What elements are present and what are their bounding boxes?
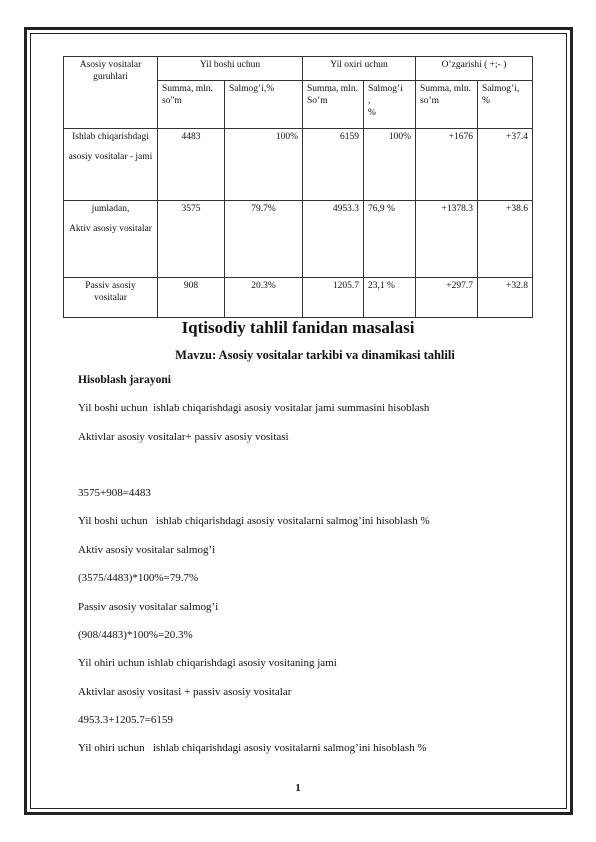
table-row (64, 201, 533, 278)
subheader-end-share-line1: Salmog’i (368, 84, 403, 94)
subheader-change-sum: Summa, mln. so’m (416, 81, 478, 129)
cell-start-sum: 4483 (158, 129, 225, 201)
subheader-change-share: Salmog’i, % (478, 81, 533, 129)
subheader-end-sum: Summa, mln. So’m (303, 81, 364, 129)
text-line: Aktivlar asosiy vositasi + passiv asosiy vositalar (78, 686, 292, 698)
document-subtitle: Mavzu: Asosiy vositalar tarkibi va dinamikasi tahlili (175, 348, 455, 362)
subheader-start-sum: Summa, mln. so"m (158, 81, 225, 129)
subheader-start-share: Salmog’i,% (225, 81, 303, 129)
page-number: 1 (295, 782, 301, 794)
header-group: Asosiy vositalar guruhlari (64, 57, 158, 129)
text-line: 4953.3+1205.7=6159 (78, 714, 173, 726)
row-label-line1: jumladan, (91, 204, 130, 214)
text-line: (908/4483)*100%=20.3% (78, 629, 193, 641)
text-line: Yil boshi uchun ishlab chiqarishdagi asosiy vositalar jami summasini hisoblash (78, 402, 430, 414)
text-line: (3575/4483)*100%=79.7% (78, 572, 199, 584)
cell-end-sum: 4953.3 (303, 201, 364, 278)
cell-change-share: +37.4 (478, 129, 533, 201)
table-row (64, 278, 533, 318)
row-label-line1: Ishlab chiqarishdagi (72, 132, 149, 142)
text-line: Yil ohiri uchun ishlab chiqarishdagi asosiy vositaning jami (78, 657, 337, 669)
cell-end-share: 100% (364, 129, 416, 201)
text-line: Aktiv asosiy vositalar salmog’i (78, 544, 216, 556)
row-label (64, 129, 158, 201)
row-label-line2: asosiy vositalar - jami (68, 152, 153, 162)
cell-end-sum: 6159 (303, 129, 364, 201)
text-line: Passiv asosiy vositalar salmog’i (78, 601, 219, 613)
subheader-end-share (364, 81, 416, 129)
cell-start-share: 20.3% (225, 278, 303, 318)
row-label (64, 201, 158, 278)
text-line: Yil boshi uchun ishlab chiqarishdagi asosiy vositalarni salmog’ini hisoblash % (78, 515, 430, 527)
cell-change-share: +32.8 (478, 278, 533, 318)
cell-end-share: 23,1 % (364, 278, 416, 318)
cell-end-share: 76,9 % (364, 201, 416, 278)
text-line: 3575+908=4483 (78, 487, 151, 499)
header-period-end: Yil oxiri uchun (303, 57, 416, 81)
cell-start-sum: 908 (158, 278, 225, 318)
subheader-end-share-line2: , (368, 96, 371, 106)
section-heading: Hisoblash jarayoni (78, 374, 171, 386)
cell-start-share: 79.7% (225, 201, 303, 278)
header-change: O’zgarishi ( +;- ) (416, 57, 533, 81)
row-label-line2: Aktiv asosiy vositalar (69, 224, 152, 234)
table-row (64, 129, 533, 201)
row-label: Passiv asosiy vositalar (64, 278, 158, 318)
text-line: Yil ohiri uchun ishlab chiqarishdagi asosiy vositalarni salmog’ini hisoblash % (78, 742, 427, 754)
assets-table (63, 56, 533, 318)
header-period-start: Yil boshi uchun (158, 57, 303, 81)
cell-start-share: 100% (225, 129, 303, 201)
text-line: Aktivlar asosiy vositalar+ passiv asosiy vositasi (78, 431, 289, 443)
subheader-end-share-line3: % (368, 108, 376, 118)
table-header-row (64, 57, 533, 81)
cell-change-sum: +1676 (416, 129, 478, 201)
cell-change-sum: +297.7 (416, 278, 478, 318)
cell-start-sum: 3575 (158, 201, 225, 278)
cell-change-share: +38.6 (478, 201, 533, 278)
document-title: Iqtisodiy tahlil fanidan masalasi (181, 318, 415, 337)
cell-end-sum: 1205.7 (303, 278, 364, 318)
cell-change-sum: +1378.3 (416, 201, 478, 278)
